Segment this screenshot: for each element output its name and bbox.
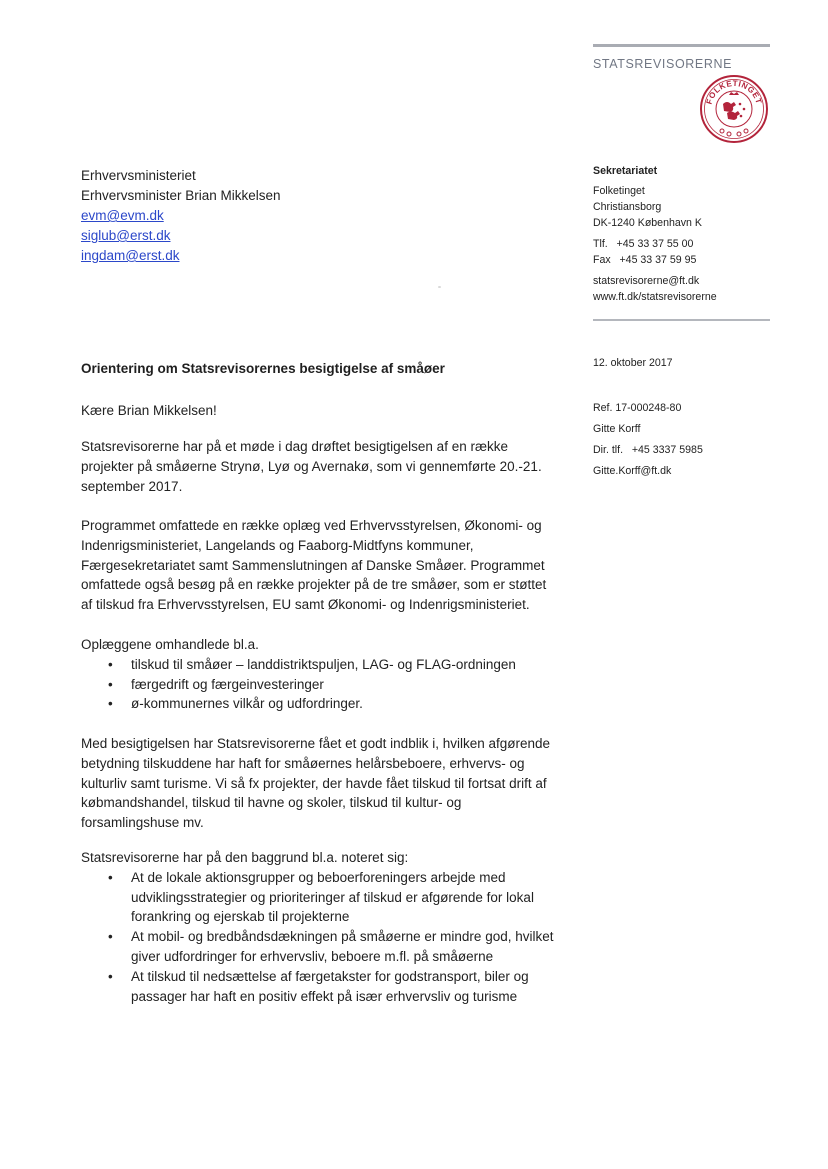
- list-item: • At mobil- og bredbåndsdækningen på småøerne er mindre god, hvilket giver udfordringer for erhvervsliv, beboere m.fl. på småøerne: [81, 927, 561, 967]
- letter-paragraph: Med besigtigelsen har Statsrevisorerne fået et godt indblik i, hvilken afgørende betydning tilskuddene har haft for småøernes helårsbeboere, erhvervs- og kulturliv samt turisme. Vi så fx projekter, der havde fået tilskud til fortsat drift af købmandshandel, tilskud til havne og skoler, tilskud til kultur- og forsamlingshuse mv.: [81, 736, 551, 831]
- recipient-line: Erhvervsminister Brian Mikkelsen: [81, 188, 281, 203]
- letter-greeting: Kære Brian Mikkelsen!: [81, 403, 217, 418]
- topics-list: [81, 655, 561, 714]
- list-intro: Statsrevisorerne har på den baggrund bl.a. noteret sig:: [81, 850, 409, 865]
- sender-department: Sekretariatet: [593, 165, 658, 177]
- sender-fax: Fax +45 33 37 59 95: [593, 254, 697, 266]
- contact-email: Gitte.Korff@ft.dk: [593, 465, 672, 477]
- recipient-email-link[interactable]: siglub@erst.dk: [81, 228, 171, 243]
- contact-name: Gitte Korff: [593, 423, 641, 435]
- sender-block: [593, 163, 717, 305]
- sender-address-line: Christiansborg: [593, 201, 662, 213]
- sidebar-divider: [593, 319, 770, 321]
- list-intro: Oplæggene omhandlede bl.a.: [81, 637, 259, 652]
- sender-phone: Tlf. +45 33 37 55 00: [593, 238, 694, 250]
- sender-address-line: DK-1240 København K: [593, 217, 702, 229]
- folketinget-seal-logo: [699, 74, 769, 144]
- topics-section: [81, 635, 561, 714]
- paragraph-1-block: [81, 437, 561, 496]
- scan-speck: [438, 286, 441, 288]
- contact-phone: Dir. tlf. +45 3337 5985: [593, 444, 703, 456]
- list-item: • færgedrift og færgeinvesteringer: [81, 675, 561, 695]
- reference-number: Ref. 17-000248-80: [593, 402, 682, 414]
- list-item: • At tilskud til nedsættelse af færgetakster for godstransport, biler og passager har haft en positiv effekt på især erhvervsliv og turisme: [81, 967, 561, 1007]
- letterhead-top-rule: [593, 44, 770, 47]
- findings-list: [81, 868, 561, 1007]
- list-item: • tilskud til småøer – landdistriktspuljen, LAG- og FLAG-ordningen: [81, 655, 561, 675]
- recipient-email-link[interactable]: ingdam@erst.dk: [81, 248, 180, 263]
- paragraph-3-block: [81, 734, 561, 833]
- sender-address-line: Folketinget: [593, 185, 645, 197]
- letter-subject: Orientering om Statsrevisorernes besigtigelse af småøer: [81, 361, 445, 376]
- recipient-email-link[interactable]: evm@evm.dk: [81, 208, 164, 223]
- reference-block: [593, 398, 703, 482]
- recipient-block: [81, 166, 281, 266]
- letter-date: 12. oktober 2017: [593, 357, 673, 369]
- sender-web: www.ft.dk/statsrevisorerne: [593, 291, 717, 303]
- sender-email: statsrevisorerne@ft.dk: [593, 275, 700, 287]
- paragraph-2-block: [81, 516, 561, 615]
- findings-section: [81, 848, 561, 1006]
- list-item: • At de lokale aktionsgrupper og beboerforeningers arbejde med udviklingsstrategier og prioriteringer af tilskud er afgørende for lokal forankring og ejerskab til projekterne: [81, 868, 561, 927]
- seal-text: FOLKETINGET: [704, 78, 764, 106]
- list-item: • ø-kommunernes vilkår og udfordringer.: [81, 694, 561, 714]
- brand-name: STATSREVISORERNE: [593, 57, 733, 71]
- letter-paragraph: Statsrevisorerne har på et møde i dag drøftet besigtigelsen af en række projekter på småøerne Strynø, Lyø og Avernakø, som vi gennemførte 20.-21. september 2017.: [81, 439, 542, 494]
- letter-paragraph: Programmet omfattede en række oplæg ved Erhvervsstyrelsen, Økonomi- og Indenrigsministeriet, Langelands og Faaborg-Midtfyns kommuner, Færgesekretariatet samt Sammenslutningen af Danske Småøer. Programmet omfattede også besøg på en række projekter på de tre småøer, som er støttet af tilskud fra Erhvervsstyrelsen, EU samt Økonomi- og Indenrigsministeriet.: [81, 518, 547, 613]
- recipient-line: Erhvervsministeriet: [81, 168, 196, 183]
